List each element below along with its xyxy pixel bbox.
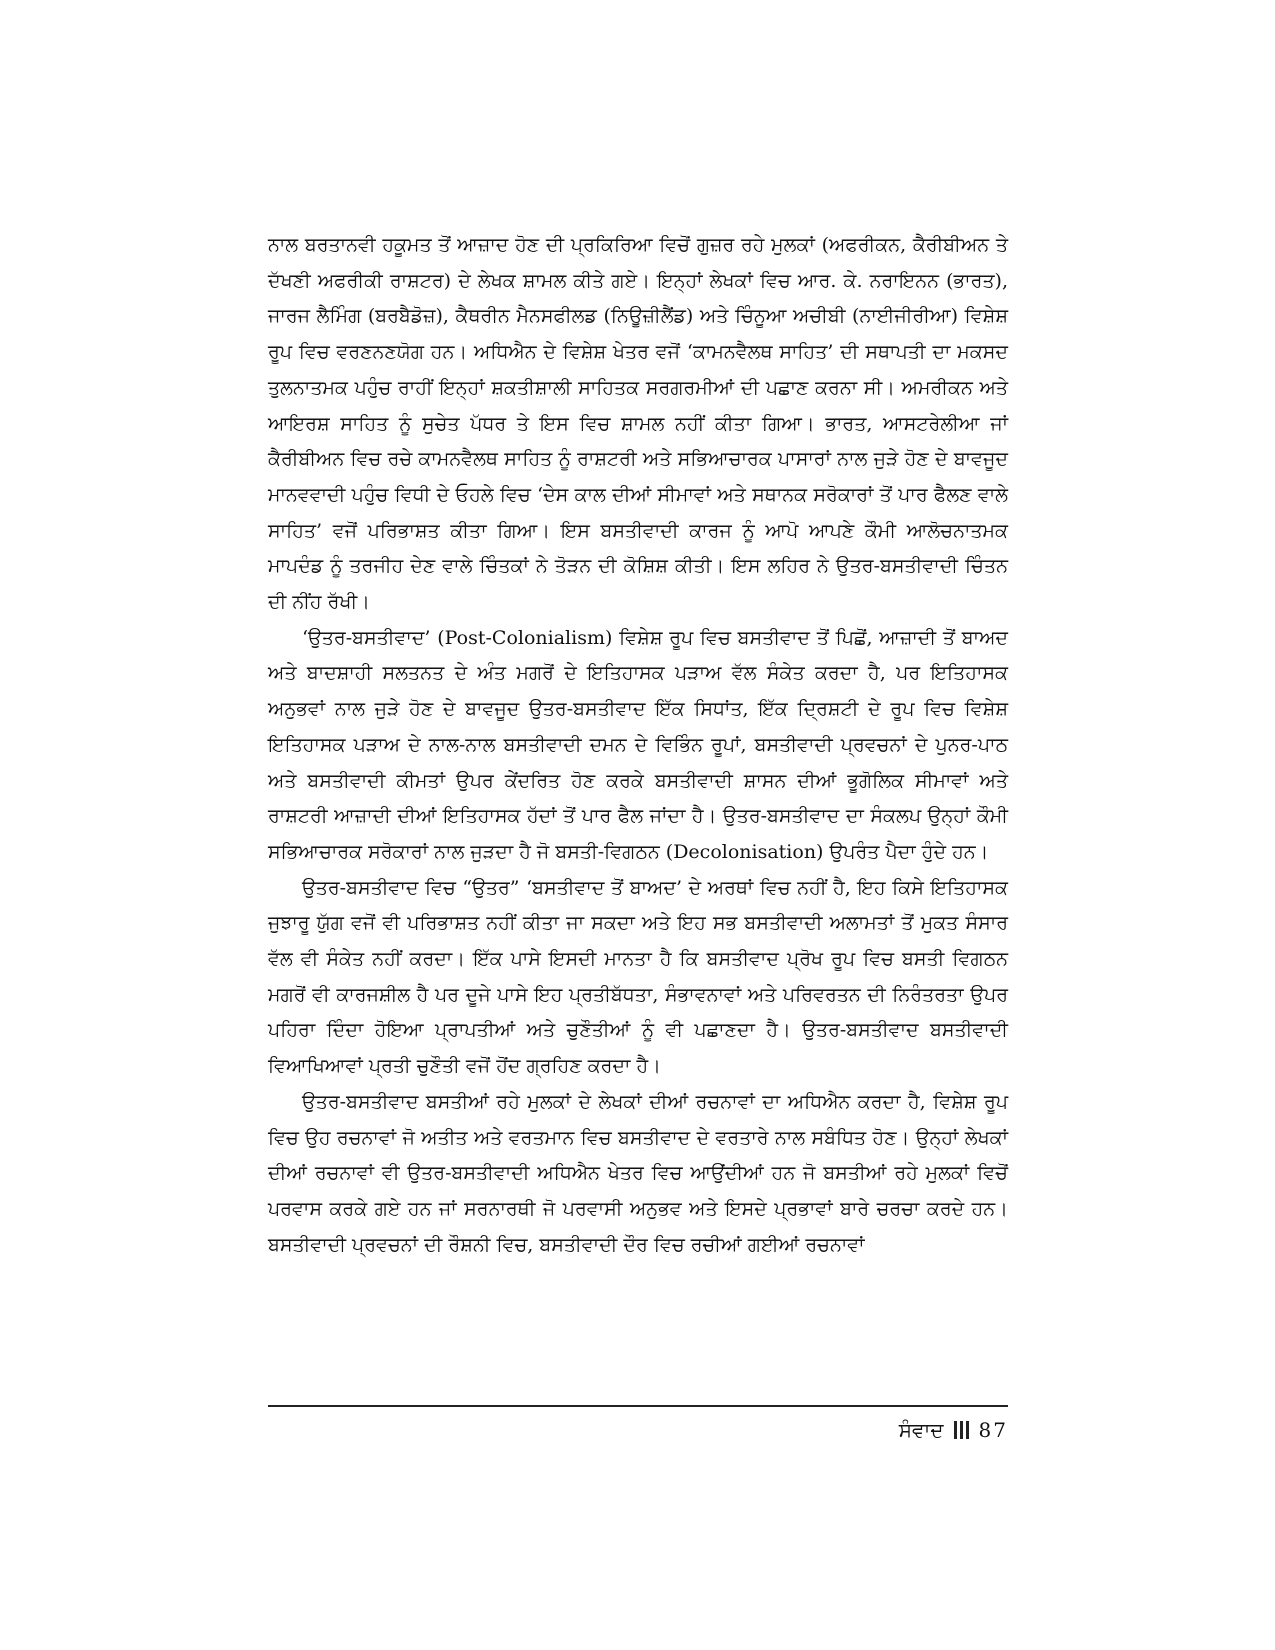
separator-bars-icon xyxy=(954,1420,969,1440)
paragraph-scope-of-study: ਉਤਰ-ਬਸਤੀਵਾਦ ਬਸਤੀਆਂ ਰਹੇ ਮੁਲਕਾਂ ਦੇ ਲੇਖਕਾਂ ਦੀਆਂ ਰਚਨਾਵਾਂ ਦਾ ਅਧਿਐਨ ਕਰਦਾ ਹੈ, ਵਿਸ਼ੇਸ਼ ਰੂਪ ਵਿਚ ਉਹ ਰਚਨਾਵਾਂ ਜੋ ਅਤੀਤ ਅਤੇ ਵਰਤਮਾਨ ਵਿਚ ਬਸਤੀਵਾਦ ਦੇ ਵਰਤਾਰੇ ਨਾਲ ਸਬੰਧਿਤ ਹੋਣ। ਉਨ੍ਹਾਂ ਲੇਖਕਾਂ ਦੀਆਂ ਰਚਨਾਵਾਂ ਵੀ ਉਤਰ-ਬਸਤੀਵਾਦੀ ਅਧਿਐਨ ਖੇਤਰ ਵਿਚ ਆਉਂਦੀਆਂ ਹਨ ਜੋ ਬਸਤੀਆਂ ਰਹੇ ਮੁਲਕਾਂ ਵਿਚੋਂ ਪਰਵਾਸ ਕਰਕੇ ਗਏ ਹਨ ਜਾਂ ਸਰਨਾਰਥੀ ਜੋ ਪਰਵਾਸੀ ਅਨੁਭਵ ਅਤੇ ਇਸਦੇ ਪ੍ਰਭਾਵਾਂ ਬਾਰੇ ਚਰਚਾ ਕਰਦੇ ਹਨ। ਬਸਤੀਵਾਦੀ ਪ੍ਰਵਚਨਾਂ ਦੀ ਰੌਸ਼ਨੀ ਵਿਚ, ਬਸਤੀਵਾਦੀ ਦੌਰ ਵਿਚ ਰਚੀਆਂ ਗਈਆਂ ਰਚਨਾਵਾਂ xyxy=(268,1090,1008,1256)
page-number: 87 xyxy=(978,1418,1008,1442)
footer-rule xyxy=(268,1405,1008,1407)
body-text xyxy=(268,228,1008,1263)
paragraph-post-colonialism-definition: ‘ਉਤਰ-ਬਸਤੀਵਾਦ’ (Post-Colonialism) ਵਿਸ਼ੇਸ਼ ਰੂਪ ਵਿਚ ਬਸਤੀਵਾਦ ਤੋਂ ਪਿਛੋਂ, ਆਜ਼ਾਦੀ ਤੋਂ ਬਾਅਦ ਅਤੇ ਬਾਦਸ਼ਾਹੀ ਸਲਤਨਤ ਦੇ ਅੰਤ ਮਗਰੋਂ ਦੇ ਇਤਿਹਾਸਕ ਪੜਾਅ ਵੱਲ ਸੰਕੇਤ ਕਰਦਾ ਹੈ, ਪਰ ਇਤਿਹਾਸਕ ਅਨੁਭਵਾਂ ਨਾਲ ਜੁੜੇ ਹੋਣ ਦੇ ਬਾਵਜੂਦ ਉਤਰ-ਬਸਤੀਵਾਦ ਇੱਕ ਸਿਧਾਂਤ, ਇੱਕ ਦ੍ਰਿਸ਼ਟੀ ਦੇ ਰੂਪ ਵਿਚ ਵਿਸ਼ੇਸ਼ ਇਤਿਹਾਸਕ ਪੜਾਅ ਦੇ ਨਾਲ-ਨਾਲ ਬਸਤੀਵਾਦੀ ਦਮਨ ਦੇ ਵਿਭਿੰਨ ਰੂਪਾਂ, ਬਸਤੀਵਾਦੀ ਪ੍ਰਵਚਨਾਂ ਦੇ ਪੁਨਰ-ਪਾਠ ਅਤੇ ਬਸਤੀਵਾਦੀ ਕੀਮਤਾਂ ਉਪਰ ਕੇਂਦਰਿਤ ਹੋਣ ਕਰਕੇ ਬਸਤੀਵਾਦੀ ਸ਼ਾਸਨ ਦੀਆਂ ਭੂਗੋਲਿਕ ਸੀਮਾਵਾਂ ਅਤੇ ਰਾਸ਼ਟਰੀ ਆਜ਼ਾਦੀ ਦੀਆਂ ਇਤਿਹਾਸਕ ਹੱਦਾਂ ਤੋਂ ਪਾਰ ਫੈਲ ਜਾਂਦਾ ਹੈ। ਉਤਰ-ਬਸਤੀਵਾਦ ਦਾ ਸੰਕਲਪ ਉਨ੍ਹਾਂ ਕੌਮੀ ਸਭਿਆਚਾਰਕ ਸਰੋਕਾਰਾਂ ਨਾਲ ਜੁੜਦਾ ਹੈ ਜੋ ਬਸਤੀ-ਵਿਗਠਨ (Decolonisation) ਉਪਰੰਤ ਪੈਦਾ ਹੁੰਦੇ ਹਨ। xyxy=(268,626,1008,863)
journal-title: ਸੰਵਾਦ xyxy=(898,1418,944,1442)
page-footer xyxy=(899,1418,1008,1442)
paragraph-continuation: ਨਾਲ ਬਰਤਾਨਵੀ ਹਕੂਮਤ ਤੋਂ ਆਜ਼ਾਦ ਹੋਣ ਦੀ ਪ੍ਰਕਿਰਿਆ ਵਿਚੋਂ ਗੁਜ਼ਰ ਰਹੇ ਮੁਲਕਾਂ (ਅਫਰੀਕਨ, ਕੈਰੀਬੀਅਨ ਤੇ ਦੱਖਣੀ ਅਫਰੀਕੀ ਰਾਸ਼ਟਰ) ਦੇ ਲੇਖਕ ਸ਼ਾਮਲ ਕੀਤੇ ਗਏ। ਇਨ੍ਹਾਂ ਲੇਖਕਾਂ ਵਿਚ ਆਰ. ਕੇ. ਨਰਾਇਨਨ (ਭਾਰਤ), ਜਾਰਜ ਲੈਮਿੰਗ (ਬਰਬੈਡੋਜ਼), ਕੈਥਰੀਨ ਮੈਨਸਫੀਲਡ (ਨਿਊਜ਼ੀਲੈਂਡ) ਅਤੇ ਚਿੰਨੂਆ ਅਚੀਬੀ (ਨਾਈਜੀਰੀਆ) ਵਿਸ਼ੇਸ਼ ਰੂਪ ਵਿਚ ਵਰਣਨਣਯੋਗ ਹਨ। ਅਧਿਐਨ ਦੇ ਵਿਸ਼ੇਸ਼ ਖੇਤਰ ਵਜੋਂ ‘ਕਾਮਨਵੈਲਥ ਸਾਹਿਤ’ ਦੀ ਸਥਾਪਤੀ ਦਾ ਮਕਸਦ ਤੁਲਨਾਤਮਕ ਪਹੁੰਚ ਰਾਹੀਂ ਇਨ੍ਹਾਂ ਸ਼ਕਤੀਸ਼ਾਲੀ ਸਾਹਿਤਕ ਸਰਗਰਮੀਆਂ ਦੀ ਪਛਾਣ ਕਰਨਾ ਸੀ। ਅਮਰੀਕਨ ਅਤੇ ਆਇਰਸ਼ ਸਾਹਿਤ ਨੂੰ ਸੁਚੇਤ ਪੱਧਰ ਤੇ ਇਸ ਵਿਚ ਸ਼ਾਮਲ ਨਹੀਂ ਕੀਤਾ ਗਿਆ। ਭਾਰਤ, ਆਸਟਰੇਲੀਆ ਜਾਂ ਕੈਰੀਬੀਅਨ ਵਿਚ ਰਚੇ ਕਾਮਨਵੈਲਥ ਸਾਹਿਤ ਨੂੰ ਰਾਸ਼ਟਰੀ ਅਤੇ ਸਭਿਆਚਾਰਕ ਪਾਸਾਰਾਂ ਨਾਲ ਜੁੜੇ ਹੋਣ ਦੇ ਬਾਵਜੂਦ ਮਾਨਵਵਾਦੀ ਪਹੁੰਚ ਵਿਧੀ ਦੇ ਓਹਲੇ ਵਿਚ ‘ਦੇਸ ਕਾਲ ਦੀਆਂ ਸੀਮਾਵਾਂ ਅਤੇ ਸਥਾਨਕ ਸਰੋਕਾਰਾਂ ਤੋਂ ਪਾਰ ਫੈਲਣ ਵਾਲੇ ਸਾਹਿਤ’ ਵਜੋਂ ਪਰਿਭਾਸ਼ਤ ਕੀਤਾ ਗਿਆ। ਇਸ ਬਸਤੀਵਾਦੀ ਕਾਰਜ ਨੂੰ ਆਪੋ ਆਪਣੇ ਕੌਮੀ ਆਲੋਚਨਾਤਮਕ ਮਾਪਦੰਡ ਨੂੰ ਤਰਜੀਹ ਦੇਣ ਵਾਲੇ ਚਿੰਤਕਾਂ ਨੇ ਤੋੜਨ ਦੀ ਕੋਸ਼ਿਸ਼ ਕੀਤੀ। ਇਸ ਲਹਿਰ ਨੇ ਉਤਰ-ਬਸਤੀਵਾਦੀ ਚਿੰਤਨ ਦੀ ਨੀਂਹ ਰੱਖੀ। xyxy=(268,234,1008,614)
paragraph-meaning-of-post: ਉਤਰ-ਬਸਤੀਵਾਦ ਵਿਚ “ਉਤਰ” ‘ਬਸਤੀਵਾਦ ਤੋਂ ਬਾਅਦ’ ਦੇ ਅਰਥਾਂ ਵਿਚ ਨਹੀਂ ਹੈ, ਇਹ ਕਿਸੇ ਇਤਿਹਾਸਕ ਜੁਝਾਰੂ ਯੁੱਗ ਵਜੋਂ ਵੀ ਪਰਿਭਾਸ਼ਤ ਨਹੀਂ ਕੀਤਾ ਜਾ ਸਕਦਾ ਅਤੇ ਇਹ ਸਭ ਬਸਤੀਵਾਦੀ ਅਲਾਮਤਾਂ ਤੋਂ ਮੁਕਤ ਸੰਸਾਰ ਵੱਲ ਵੀ ਸੰਕੇਤ ਨਹੀਂ ਕਰਦਾ। ਇੱਕ ਪਾਸੇ ਇਸਦੀ ਮਾਨਤਾ ਹੈ ਕਿ ਬਸਤੀਵਾਦ ਪ੍ਰੋਖ ਰੂਪ ਵਿਚ ਬਸਤੀ ਵਿਗਠਨ ਮਗਰੋਂ ਵੀ ਕਾਰਜਸ਼ੀਲ ਹੈ ਪਰ ਦੂਜੇ ਪਾਸੇ ਇਹ ਪ੍ਰਤੀਬੱਧਤਾ, ਸੰਭਾਵਨਾਵਾਂ ਅਤੇ ਪਰਿਵਰਤਨ ਦੀ ਨਿਰੰਤਰਤਾ ਉਪਰ ਪਹਿਰਾ ਦਿੰਦਾ ਹੋਇਆ ਪ੍ਰਾਪਤੀਆਂ ਅਤੇ ਚੁਣੌਤੀਆਂ ਨੂੰ ਵੀ ਪਛਾਣਦਾ ਹੈ। ਉਤਰ-ਬਸਤੀਵਾਦ ਬਸਤੀਵਾਦੀ ਵਿਆਖਿਆਵਾਂ ਪ੍ਰਤੀ ਚੁਣੌਤੀ ਵਜੋਂ ਹੋਂਦ ਗ੍ਰਹਿਣ ਕਰਦਾ ਹੈ। xyxy=(268,876,1008,1078)
